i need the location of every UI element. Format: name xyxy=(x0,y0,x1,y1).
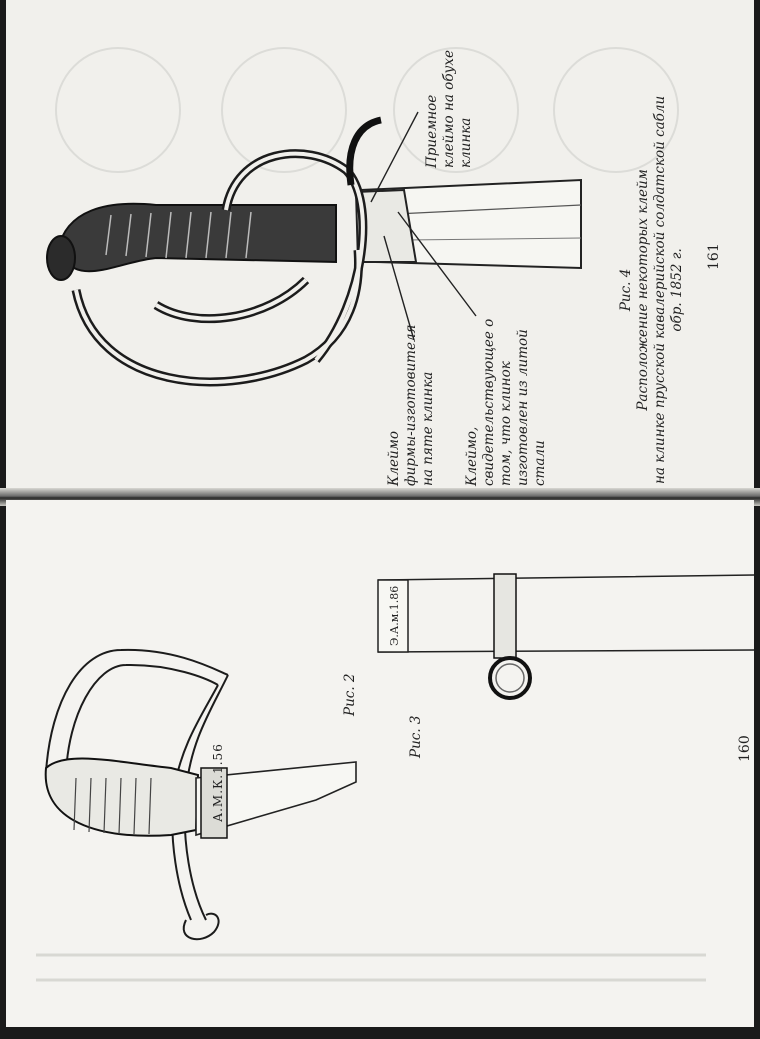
saber-hilt-illustrations-fig2-fig3 xyxy=(6,500,754,1027)
engraving-fig2: А.М.К.1.56 xyxy=(211,743,225,822)
label-line: клинка xyxy=(458,117,474,168)
label-steel-mark xyxy=(464,319,549,486)
engraving-fig3: Э.А.м.1.86 xyxy=(388,585,401,646)
page-number: 160 xyxy=(737,735,753,762)
page-161 xyxy=(6,0,754,494)
label-receiving-mark xyxy=(424,50,475,168)
caption-line: Расположение некоторых клейм xyxy=(635,169,651,411)
label-line: Клеймо xyxy=(386,430,402,486)
label-line: на пяте клинка xyxy=(420,371,436,486)
label-line: фирмы-изготовителя xyxy=(403,324,419,486)
figure-caption-3: Рис. 3 xyxy=(408,715,424,758)
label-maker-mark xyxy=(386,325,437,486)
label-line: свидетельствующее о xyxy=(481,318,497,486)
label-line: изготовлен из литой xyxy=(515,329,531,486)
figure-caption-4 xyxy=(618,96,686,484)
figure-caption-2: Рис. 2 xyxy=(342,673,358,716)
page-number: 161 xyxy=(706,243,722,270)
caption-line: Рис. 4 xyxy=(618,268,634,312)
label-line: Клеймо, xyxy=(464,426,480,486)
label-line: клеймо на обухе xyxy=(441,50,457,168)
label-line: Приемное xyxy=(424,94,440,168)
caption-line: обр. 1852 г. xyxy=(669,248,685,332)
caption-line: на клинке прусской кавалерийской солдатской сабли xyxy=(652,95,668,484)
page-160 xyxy=(6,500,754,1027)
label-line: том, что клинок xyxy=(498,361,514,486)
label-line: стали xyxy=(532,440,548,486)
